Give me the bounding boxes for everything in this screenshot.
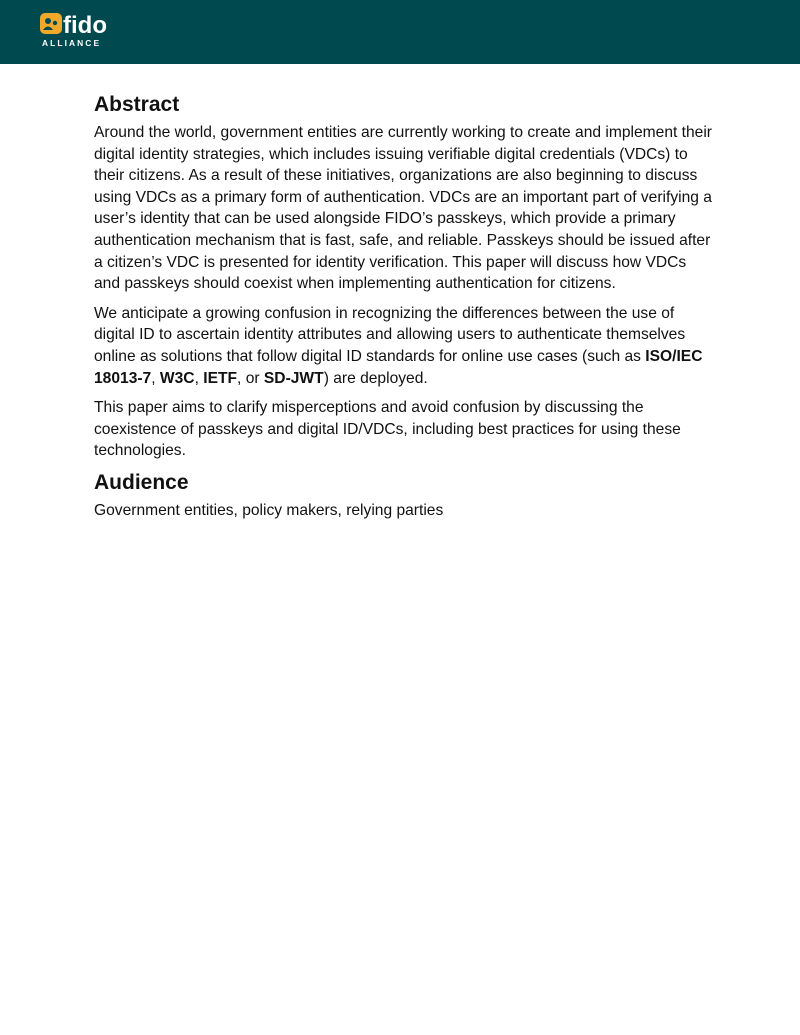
separator: ,: [194, 369, 204, 387]
standard-iso: ISO/IEC 18013-7: [94, 347, 703, 387]
logo-wordmark: fido: [63, 12, 107, 39]
abstract-paragraph-1: Around the world, government entities are currently working to create and implement their digital identity strategies, which includes issuing verifiable digital credentials (VDCs) to their citizens. As a result of these initiatives, organizations are also beginning to discuss using VDCs as a primary form of authentication. VDCs are an important part of verifying a user’s identity that can be used alongside FIDO’s passkeys, which provide a primary authentication mechanism that is fast, safe, and reliable. Passkeys should be issued after a citizen’s VDC is presented for identity verification. This paper will discuss how VDCs and passkeys should coexist when implementing authentication for citizens.: [94, 124, 712, 293]
standard-ietf: IETF: [203, 369, 238, 387]
abstract-paragraph-2: [94, 303, 714, 389]
standard-w3c: W3C: [159, 369, 195, 387]
abstract-heading: Abstract: [94, 93, 180, 116]
standard-sd-jwt: SD-JWT: [263, 369, 324, 387]
audience-text: Government entities, policy makers, relying parties: [94, 501, 444, 519]
logo-subtext: ALLIANCE: [42, 38, 102, 48]
abstract-paragraph-2-lead: We anticipate a growing confusion in recognizing the differences between the use of digital ID to ascertain identity attributes and allowing users to authenticate themselves online as solutions that follow digital ID standards for online use cases (such as: [94, 304, 686, 365]
header-bar: [0, 0, 800, 64]
abstract-paragraph-3: This paper aims to clarify misperceptions and avoid confusion by discussing the coexistence of passkeys and digital ID/VDCs, including best practices for using these technologies.: [94, 399, 681, 460]
abstract-paragraph-2-tail: ) are deployed.: [323, 369, 428, 387]
fido-logo-icon: [40, 12, 130, 52]
separator: ,: [151, 369, 160, 387]
separator: , or: [237, 369, 264, 387]
fido-alliance-logo[interactable]: [40, 12, 130, 52]
document-body: [94, 92, 714, 530]
audience-heading: Audience: [94, 470, 189, 494]
